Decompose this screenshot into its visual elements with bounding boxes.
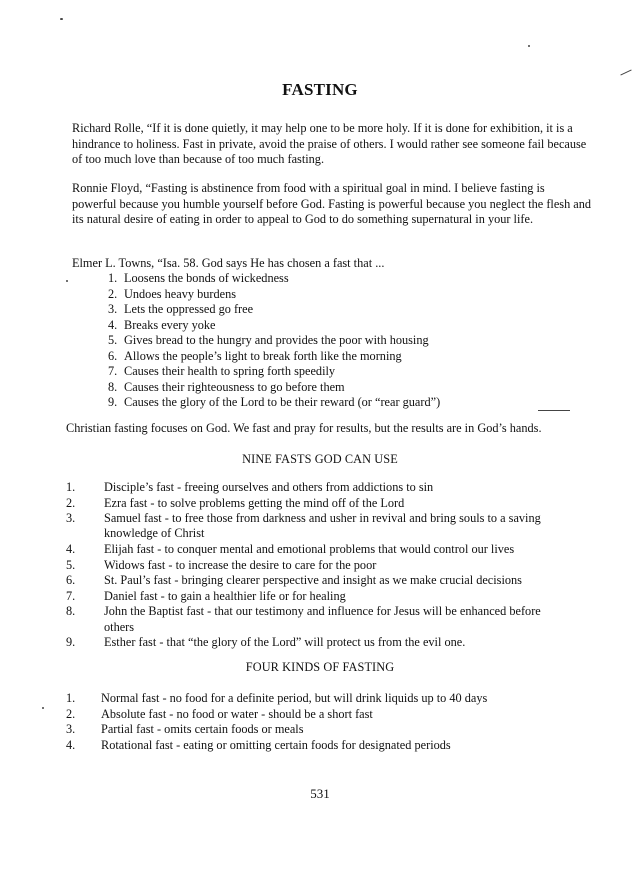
list-item-number: 6. — [66, 573, 76, 588]
nine-fasts-heading: NINE FASTS GOD CAN USE — [242, 452, 398, 466]
list-item-text: St. Paul’s fast - bringing clearer perspective and insight as we make crucial decisions — [104, 573, 522, 588]
list-item-number: 3. — [108, 302, 118, 316]
list-item-text: Causes their righteousness to go before them — [124, 379, 345, 394]
list-item-text: Disciple’s fast - freeing ourselves and others from addictions to sin — [104, 480, 434, 494]
list-item — [66, 722, 581, 738]
list-item-number: 2. — [66, 495, 76, 510]
list-item — [108, 395, 524, 411]
list-item-number: 9. — [108, 395, 118, 409]
page-title: FASTING — [282, 80, 358, 99]
list-item-number: 1. — [66, 480, 76, 494]
list-item-number: 4. — [66, 737, 76, 752]
list-item-number: 1. — [66, 691, 76, 705]
list-item-text: Causes their health to spring forth speedily — [124, 364, 336, 378]
list-item-text: Rotational fast - eating or omitting certain foods for designated periods — [101, 737, 451, 752]
list-item-text: Daniel fast - to gain a healthier life or for healing — [104, 588, 346, 603]
list-item-number: 4. — [66, 541, 76, 556]
list-item-number: 1. — [108, 271, 118, 285]
list-item — [66, 691, 581, 707]
list-item — [66, 604, 562, 634]
list-item-number: 6. — [108, 348, 118, 363]
list-item — [108, 349, 524, 365]
list-item-text: Samuel fast - to free those from darkness and usher in revival and bring souls to a saving knowledge of Christ — [104, 511, 541, 541]
list-item-number: 8. — [66, 604, 76, 619]
list-item — [108, 333, 524, 349]
christian-fasting-note: Christian fasting focuses on God. We fast and pray for results, but the results are in God’s hands. — [66, 421, 542, 435]
quote-rolle: Richard Rolle, “If it is done quietly, it may help one to be more holy. If it is done for exhibition, it is a hindrance to holiness. Fast in private, avoid the praise of others. I would rather see someone fail because of too much love than because of too much fasting. — [72, 121, 587, 166]
quote-floyd: Ronnie Floyd, “Fasting is abstinence from food with a spiritual goal in mind. I believe fasting is powerful because you humble yourself before God. Fasting is powerful because you neglect the flesh and its natural desire of eating in order to appeal to God to do something supernatural in your life. — [72, 181, 592, 226]
list-item-text: Allows the people’s light to break forth like the morning — [124, 348, 402, 363]
list-item — [66, 589, 562, 604]
list-item-number: 2. — [66, 706, 76, 721]
list-item-number: 4. — [108, 317, 118, 332]
list-item-number: 8. — [108, 379, 118, 394]
scan-speck — [60, 18, 63, 20]
list-item — [66, 542, 562, 557]
quote-towns: Elmer L. Towns, “Isa. 58. God says He has chosen a fast that ... — [72, 256, 385, 270]
list-item — [108, 302, 524, 318]
scan-speck — [528, 45, 530, 47]
list-item — [66, 738, 581, 754]
list-item-number: 7. — [108, 364, 118, 378]
list-item-text: Absolute fast - no food or water - should be a short fast — [101, 706, 373, 721]
isaiah-list — [108, 271, 524, 411]
list-item-text: Causes the glory of the Lord to be their reward (or “rear guard”) — [124, 395, 441, 409]
scan-speck — [42, 707, 44, 709]
list-item-text: Elijah fast - to conquer mental and emotional problems that would control our lives — [104, 541, 515, 556]
list-item — [66, 573, 562, 588]
list-item — [66, 480, 562, 495]
list-item-text: Widows fast - to increase the desire to care for the poor — [104, 557, 377, 572]
list-item — [108, 318, 524, 334]
list-item-text: Loosens the bonds of wickedness — [124, 271, 289, 285]
list-item — [108, 364, 524, 380]
list-item-text: Partial fast - omits certain foods or meals — [101, 722, 304, 736]
list-item-text: Undoes heavy burdens — [124, 286, 237, 301]
list-item-text: John the Baptist fast - that our testimony and influence for Jesus will be enhanced before others — [104, 604, 541, 634]
list-item-number: 3. — [66, 511, 76, 526]
scan-mark — [620, 70, 631, 76]
list-item-number: 3. — [66, 722, 76, 736]
list-item-number: 5. — [108, 333, 118, 347]
list-item-text: Normal fast - no food for a definite period, but will drink liquids up to 40 days — [101, 691, 488, 705]
list-item — [66, 558, 562, 573]
four-kinds-list — [66, 691, 581, 753]
list-item-text: Esther fast - that “the glory of the Lord” will protect us from the evil one. — [104, 635, 466, 650]
list-item-text: Lets the oppressed go free — [124, 302, 254, 316]
list-item — [108, 287, 524, 303]
page-number: 531 — [310, 786, 330, 801]
list-item-number: 5. — [66, 557, 76, 572]
scan-speck — [66, 280, 68, 282]
list-item — [66, 511, 562, 541]
list-item — [108, 271, 524, 287]
list-item-text: Gives bread to the hungry and provides the poor with housing — [124, 333, 429, 347]
list-item-number: 7. — [66, 588, 76, 603]
list-item-number: 9. — [66, 635, 76, 650]
list-item — [66, 496, 562, 511]
list-item — [66, 635, 562, 650]
four-kinds-heading: FOUR KINDS OF FASTING — [245, 660, 395, 674]
nine-fasts-list — [66, 480, 562, 651]
scan-mark — [538, 410, 570, 411]
list-item-number: 2. — [108, 286, 118, 301]
list-item-text: Ezra fast - to solve problems getting the mind off of the Lord — [104, 495, 405, 510]
list-item — [66, 707, 581, 723]
list-item-text: Breaks every yoke — [124, 317, 216, 332]
list-item — [108, 380, 524, 396]
